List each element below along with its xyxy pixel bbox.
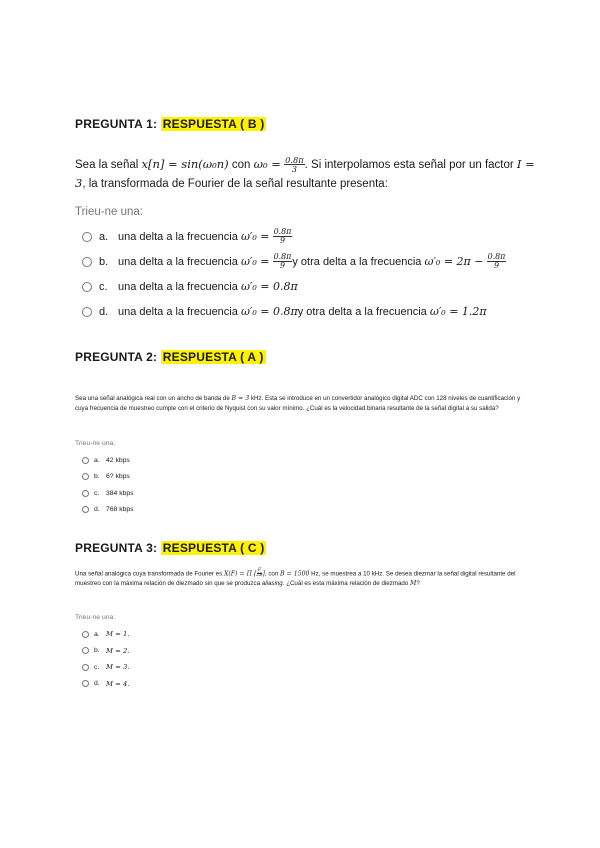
option-math: M = 4. bbox=[106, 679, 130, 688]
question-1-heading: PREGUNTA 1: bbox=[75, 117, 158, 131]
stem-text: kHz. Esta se introduce en un convertidor analógico digital ADC con 128 niveles de cuantificación y cuya frecuencia de muestreo cumple con el criterio de Nyquist con su valor mínimo. ¿Cuál es la velocidad binaria resultante de la señal digital a su salida? bbox=[75, 395, 521, 412]
option-c[interactable] bbox=[82, 274, 506, 299]
stem-emphasis: aliasing bbox=[261, 580, 283, 588]
option-text: y otra delta a la frecuencia bbox=[292, 255, 422, 268]
stem-text: Una señal analógica cuya transformada de Fourier es bbox=[75, 570, 224, 578]
stem-text: ? bbox=[416, 580, 420, 588]
option-text: 42 kbps bbox=[106, 456, 130, 464]
stem-math: M bbox=[410, 580, 417, 588]
stem-text: Sea una señal analógica real con un ancho de banda de bbox=[75, 395, 232, 402]
option-text: y otra delta a la frecuencia bbox=[297, 305, 427, 318]
fraction-denominator: 3 bbox=[291, 164, 298, 175]
option-math: ω′₀ = 2π − bbox=[424, 255, 484, 268]
question-1-choose-one: Trieu-ne una: bbox=[75, 206, 143, 218]
fraction-numerator: 0.8π bbox=[273, 227, 292, 237]
radio-button[interactable] bbox=[82, 490, 89, 497]
question-2-title bbox=[75, 350, 266, 364]
option-letter: a. bbox=[94, 456, 100, 464]
option-a[interactable] bbox=[82, 452, 134, 469]
option-letter: b. bbox=[94, 647, 100, 655]
option-letter: b. bbox=[94, 473, 100, 481]
option-d[interactable] bbox=[82, 676, 129, 693]
option-math: M = 2. bbox=[106, 646, 130, 655]
stem-math: B = 1500 bbox=[280, 570, 310, 578]
option-math: M = 1. bbox=[106, 630, 130, 639]
option-fraction bbox=[273, 228, 293, 245]
stem-text: . ¿Cuál es esta máxima relación de diezmado bbox=[282, 580, 410, 588]
question-3-options bbox=[82, 626, 129, 692]
stem-text: Hz, se muestrea a 10 kHz. Se desea diezmar la señal digital resultante del muestreo con la máxima relación de diezmado sin que se produzca bbox=[75, 570, 516, 588]
option-d[interactable] bbox=[82, 299, 506, 324]
question-2-choose-one: Trieu-ne una: bbox=[75, 440, 116, 447]
option-b[interactable] bbox=[82, 643, 129, 660]
option-c[interactable] bbox=[82, 659, 129, 676]
option-fraction bbox=[487, 253, 507, 270]
stem-math: x[n] = sin(ω₀n) bbox=[141, 157, 229, 171]
radio-button[interactable] bbox=[82, 457, 89, 464]
stem-text: Sea la señal bbox=[75, 159, 142, 171]
question-1-options bbox=[82, 224, 506, 324]
question-2-options bbox=[82, 452, 134, 518]
option-letter: a. bbox=[94, 630, 100, 638]
stem-math: B = 3 bbox=[231, 395, 250, 402]
radio-button[interactable] bbox=[82, 680, 89, 687]
option-b[interactable] bbox=[82, 469, 134, 486]
option-fraction bbox=[273, 253, 293, 270]
option-text: una delta a la frecuencia bbox=[118, 230, 238, 243]
stem-text: . Si interpolamos esta señal por un factor bbox=[304, 159, 517, 171]
stem-math: X(F) = Π [ bbox=[223, 570, 257, 578]
option-d[interactable] bbox=[82, 502, 134, 519]
option-math: ω′₀ = 0.8π bbox=[240, 280, 298, 293]
question-3-stem bbox=[75, 569, 525, 589]
option-c[interactable] bbox=[82, 485, 134, 502]
question-1-stem bbox=[75, 156, 535, 194]
fraction-denominator: 2B bbox=[256, 573, 263, 579]
option-math: M = 3. bbox=[106, 663, 130, 672]
stem-text: , con bbox=[264, 570, 281, 578]
radio-button[interactable] bbox=[82, 282, 92, 292]
question-3-title bbox=[75, 541, 266, 555]
fraction-numerator: 0.8π bbox=[285, 155, 304, 166]
option-letter: a. bbox=[99, 230, 109, 243]
option-letter: c. bbox=[99, 280, 108, 293]
option-math: ω′₀ = 1.2π bbox=[429, 305, 487, 318]
fraction-denominator: 9 bbox=[279, 261, 285, 270]
radio-button[interactable] bbox=[82, 631, 89, 638]
option-a[interactable] bbox=[82, 224, 506, 249]
option-letter: c. bbox=[94, 663, 100, 671]
option-a[interactable] bbox=[82, 626, 129, 643]
radio-button[interactable] bbox=[82, 232, 92, 242]
question-2-answer: RESPUESTA ( A ) bbox=[162, 350, 264, 364]
option-letter: d. bbox=[99, 305, 109, 318]
radio-button[interactable] bbox=[82, 506, 89, 513]
fraction-denominator: 9 bbox=[279, 236, 285, 245]
fraction-numerator: 0.8π bbox=[273, 252, 292, 262]
question-1-answer: RESPUESTA ( B ) bbox=[162, 117, 265, 131]
option-letter: d. bbox=[94, 506, 100, 514]
option-math: ω′₀ = bbox=[240, 255, 270, 268]
stem-math: ω₀ = bbox=[253, 157, 281, 171]
option-letter: d. bbox=[94, 680, 100, 688]
radio-button[interactable] bbox=[82, 307, 92, 317]
question-1-title bbox=[75, 117, 266, 131]
stem-math: I = 3 bbox=[75, 157, 535, 190]
option-b[interactable] bbox=[82, 249, 506, 274]
radio-button[interactable] bbox=[82, 473, 89, 480]
option-text: una delta a la frecuencia bbox=[118, 255, 238, 268]
question-3-answer: RESPUESTA ( C ) bbox=[162, 541, 265, 555]
option-text: 6? kbps bbox=[106, 473, 130, 481]
option-text: una delta a la frecuencia bbox=[118, 280, 238, 293]
option-math: ω′₀ = bbox=[240, 230, 270, 243]
stem-text: con bbox=[228, 159, 254, 171]
option-text: 384 kbps bbox=[106, 489, 134, 497]
option-math: ω′₀ = 0.8π bbox=[240, 305, 298, 318]
fraction-numerator: 0.8π bbox=[487, 252, 506, 262]
option-text: una delta a la frecuencia bbox=[118, 305, 238, 318]
stem-math: ] bbox=[262, 570, 265, 578]
option-letter: c. bbox=[94, 489, 100, 497]
question-3-choose-one: Trieu-ne una: bbox=[75, 614, 116, 621]
question-3-heading: PREGUNTA 3: bbox=[75, 541, 158, 555]
fraction-denominator: 9 bbox=[493, 261, 499, 270]
radio-button[interactable] bbox=[82, 257, 92, 267]
option-letter: b. bbox=[99, 255, 109, 268]
radio-button[interactable] bbox=[82, 647, 89, 654]
stem-text: , la transformada de Fourier de la señal resultante presenta: bbox=[82, 177, 388, 190]
question-2-stem bbox=[75, 394, 525, 413]
option-text: 768 kbps bbox=[106, 506, 134, 514]
stem-fraction bbox=[284, 156, 305, 174]
question-2-heading: PREGUNTA 2: bbox=[75, 350, 158, 364]
fraction-numerator: F bbox=[257, 568, 261, 573]
radio-button[interactable] bbox=[82, 664, 89, 671]
